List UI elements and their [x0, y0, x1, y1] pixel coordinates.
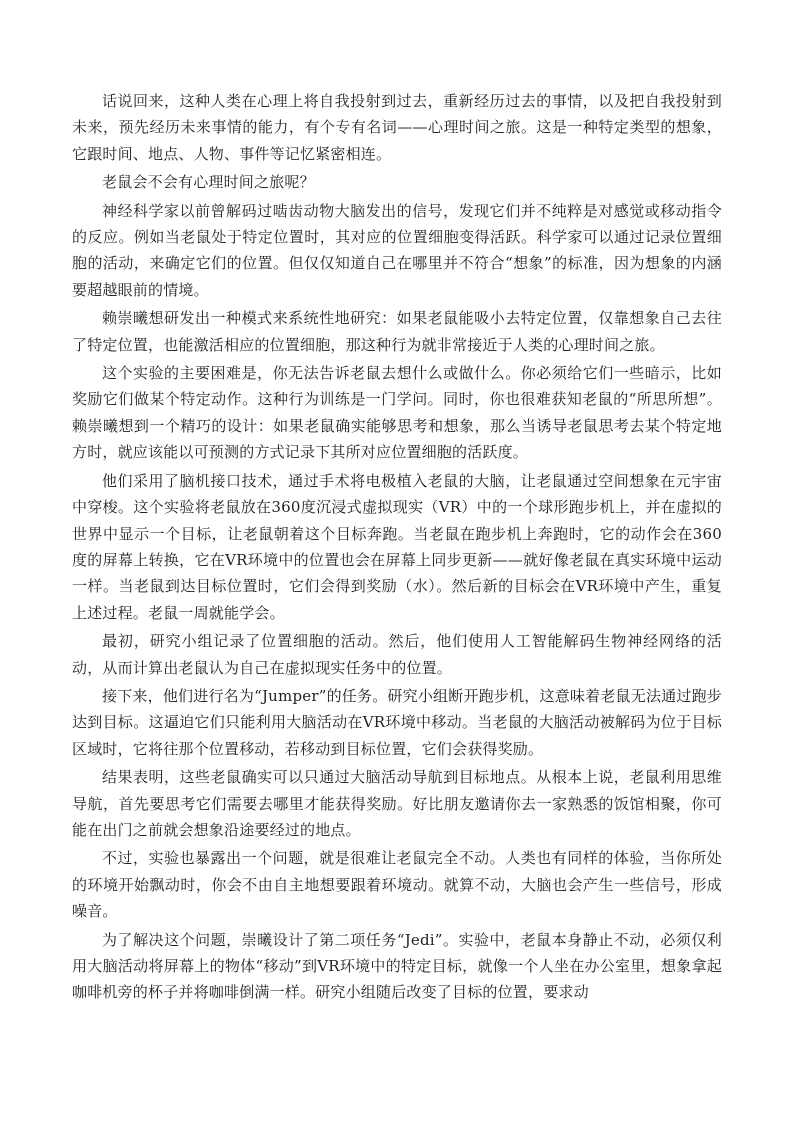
paragraph: 这个实验的主要困难是，你无法告诉老鼠去想什么或做什么。你必须给它们一些暗示，比如奖励它们做某个特定动作。这种行为训练是一门学问。同时，你也很难获知老鼠的“所思所想”。赖崇曦想到一个精巧的设计：如果老鼠确实能够思考和想象，那么当诱导老鼠思考去某个特定地方时，就应该能以可预测的方式记录下其所对应位置细胞的活跃度。 — [72, 364, 722, 462]
document-body — [72, 88, 722, 1008]
paragraph: 赖崇曦想研发出一种模式来系统性地研究：如果老鼠能吸小去特定位置，仅靠想象自己去往了特定位置，也能激活相应的位置细胞，那这种行为就非常接近于人类的心理时间之旅。 — [72, 309, 722, 354]
paragraph: 老鼠会不会有心理时间之旅呢？ — [102, 173, 315, 192]
paragraph: 不过，实验也暴露出一个问题，就是很难让老鼠完全不动。人类也有同样的体验，当你所处的环境开始飘动时，你会不由自主地想要跟着环境动。就算不动，大脑也会产生一些信号，形成噪音。 — [72, 849, 722, 921]
paragraph: 神经科学家以前曾解码过啮齿动物大脑发出的信号，发现它们并不纯粹是对感觉或移动指令的反应。例如当老鼠处于特定位置时，其对应的位置细胞变得活跃。科学家可以通过记录位置细胞的活动，来确定它们的位置。但仅仅知道自己在哪里并不符合“想象”的标准，因为想象的内涵要超越眼前的情境。 — [72, 201, 722, 299]
paragraph: 他们采用了脑机接口技术，通过手术将电极植入老鼠的大脑，让老鼠通过空间想象在元宇宙中穿梭。这个实验将老鼠放在360度沉浸式虚拟现实（VR）中的一个球形跑步机上，并在虚拟的世界中显示一个目标，让老鼠朝着这个目标奔跑。当老鼠在跑步机上奔跑时，它的动作会在360度的屏幕上转换，它在VR环境中的位置也会在屏幕上同步更新——就好像老鼠在真实环境中运动一样。当老鼠到达目标位置时，它们会得到奖励（水）。然后新的目标会在VR环境中产生，重复上述过程。老鼠一周就能学会。 — [72, 471, 722, 622]
paragraph: 话说回来，这种人类在心理上将自我投射到过去，重新经历过去的事情，以及把自我投射到未来，预先经历未来事情的能力，有个专有名词——心理时间之旅。这是一种特定类型的想象，它跟时间、地点、人物、事件等记忆紧密相连。 — [72, 92, 722, 163]
paragraph: 结果表明，这些老鼠确实可以只通过大脑活动导航到目标地点。从根本上说，老鼠利用思维导航，首先要思考它们需要去哪里才能获得奖励。好比朋友邀请你去一家熟悉的饭馆相聚，你可能在出门之前就会想象沿途要经过的地点。 — [72, 768, 722, 839]
paragraph: 最初，研究小组记录了位置细胞的活动。然后，他们使用人工智能解码生物神经网络的活动，从而计算出老鼠认为自己在虚拟现实任务中的位置。 — [72, 632, 722, 677]
paragraph: 为了解决这个问题，崇曦设计了第二项任务“Jedi”。实验中，老鼠本身静止不动，必须仅利用大脑活动将屏幕上的物体“移动”到VR环境中的特定目标，就像一个人坐在办公室里，想象拿起咖啡机旁的杯子并将咖啡倒满一样。研究小组随后改变了目标的位置，要求动 — [72, 930, 722, 1002]
paragraph: 接下来，他们进行名为“Jumper”的任务。研究小组断开跑步机，这意味着老鼠无法通过跑步达到目标。这逼迫它们只能利用大脑活动在VR环境中移动。当老鼠的大脑活动被解码为位于目标区域时，它将往那个位置移动，若移动到目标位置，它们会获得奖励。 — [72, 686, 722, 758]
